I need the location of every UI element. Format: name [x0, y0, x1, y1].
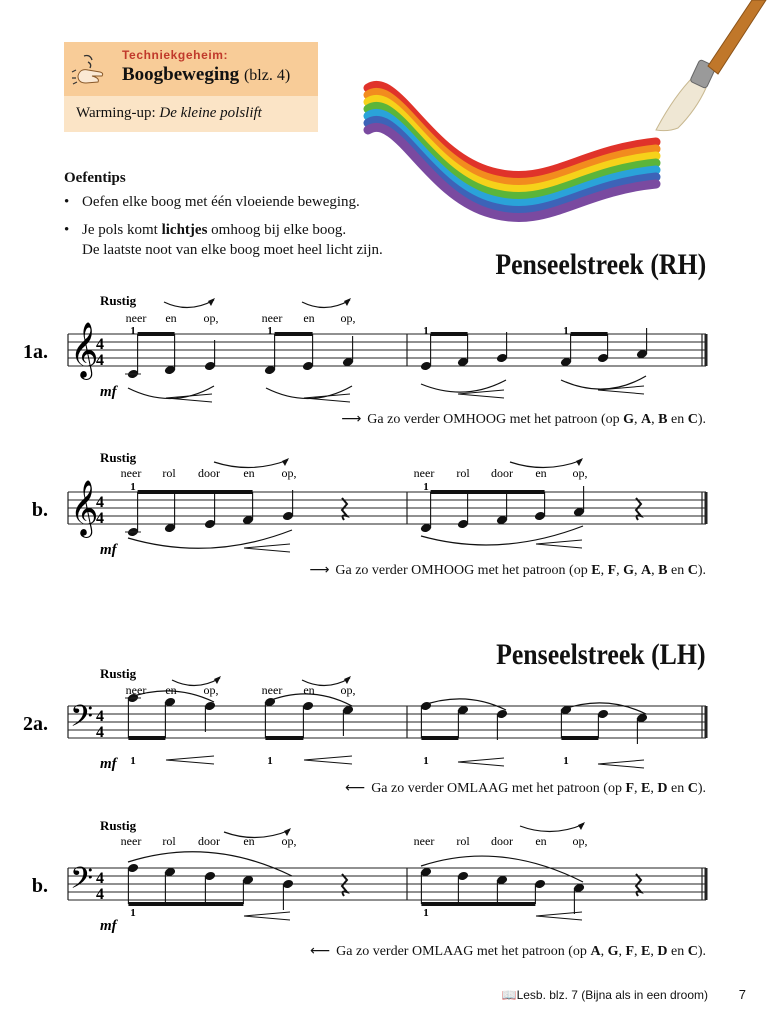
lyric-word: en — [303, 683, 315, 697]
instruction-1a: ⟶ Ga zo verder OMHOOG met het patroon (op G, A, B en C). — [341, 411, 706, 427]
dynamic-marking: mf — [100, 756, 117, 772]
technique-page-ref: (blz. 4) — [243, 67, 291, 84]
instruction-text: Ga zo verder OMHOOG met het patroon (op — [367, 412, 624, 427]
instruction-text-end: ). — [697, 944, 706, 959]
time-signature-bottom: 4 — [96, 352, 104, 369]
lyric-word: rol — [456, 466, 470, 480]
time-signature-bottom: 4 — [96, 886, 104, 903]
footer-reference — [502, 988, 708, 1002]
wrist-arrow — [302, 300, 350, 308]
technique-label: Techniekgeheim: — [122, 48, 229, 62]
lyric-word: rol — [162, 466, 176, 480]
lyric-word: en — [535, 466, 547, 480]
time-signature-top: 4 — [96, 870, 104, 887]
lyric-word: neer — [120, 834, 142, 848]
section-title-rh: Penseelstreek (RH) — [495, 248, 706, 281]
book-icon: 📖 — [501, 988, 517, 1002]
lyric-word: neer — [125, 683, 147, 697]
instruction-note: E — [591, 563, 601, 578]
arrow-right-icon: ⟶ — [341, 411, 362, 427]
lyric-word: door — [491, 834, 513, 848]
fingering-number: 1 — [563, 325, 569, 337]
fingering-number: 1 — [423, 907, 429, 919]
diminuendo — [598, 386, 644, 394]
instruction-text-end: ). — [697, 412, 706, 427]
instruction-note: E — [641, 944, 651, 959]
lyric-word: rol — [456, 834, 470, 848]
diminuendo — [244, 544, 290, 552]
lyric-word: neer — [120, 466, 142, 480]
technique-header — [64, 42, 318, 96]
tempo-marking: Rustig — [100, 818, 137, 833]
instruction-note: F — [607, 563, 617, 578]
diminuendo — [536, 540, 582, 548]
wrist-arrow — [164, 300, 214, 308]
wrist-arrow — [224, 830, 290, 838]
lyric-word: op, — [572, 834, 588, 848]
fingering-number: 1 — [423, 481, 429, 493]
wrist-arrowhead — [208, 298, 215, 306]
lyric-word: op, — [340, 683, 356, 697]
instruction-2b: ⟵ Ga zo verder OMLAAG met het patroon (op A, G, F, E, D en C). — [310, 943, 706, 959]
lyric-word: op, — [203, 311, 219, 325]
diminuendo — [458, 758, 504, 766]
quarter-rest — [342, 498, 347, 520]
tempo-marking: Rustig — [100, 666, 137, 681]
technique-title — [122, 64, 290, 86]
warmup-label: Warming-up: — [76, 105, 156, 121]
instruction-note: B — [658, 563, 668, 578]
exercise-1b-staff — [0, 450, 768, 560]
tip-text-2-post: omhoog bij elke boog. — [207, 222, 347, 238]
lyric-word: door — [491, 466, 513, 480]
diminuendo — [244, 912, 290, 920]
section-title-lh: Penseelstreek (LH) — [496, 638, 706, 671]
bullet: • — [64, 194, 70, 210]
instruction-note: C — [687, 563, 698, 578]
instruction-text: Ga zo verder OMLAAG met het patroon (op — [371, 781, 626, 796]
technique-box — [64, 42, 318, 132]
instruction-note: A — [590, 944, 601, 959]
time-signature-top: 4 — [96, 708, 104, 725]
exercise-2b-staff — [0, 818, 768, 933]
lyric-word: neer — [125, 311, 147, 325]
instruction-note: F — [625, 944, 635, 959]
instruction-note: A — [641, 412, 652, 427]
instruction-note: C — [687, 944, 698, 959]
lyric-word: neer — [413, 466, 435, 480]
time-signature-top: 4 — [96, 494, 104, 511]
rainbow-paintbrush-illustration — [356, 0, 768, 230]
lyric-word: neer — [261, 683, 283, 697]
fingering-number: 1 — [563, 755, 569, 767]
lyric-word: en — [165, 311, 177, 325]
tip-text-2-bold: lichtjes — [161, 222, 208, 238]
lyric-word: en — [243, 834, 255, 848]
instruction-note: D — [657, 781, 668, 796]
arrow-left-icon: ⟵ — [310, 943, 331, 959]
footer-text: Lesb. blz. 7 (Bijna als in een droom) — [516, 988, 708, 1002]
bass-clef-icon: 𝄢 — [70, 700, 94, 741]
instruction-text: Ga zo verder OMLAAG met het patroon (op — [336, 944, 591, 959]
technique-title-text: Boogbeweging — [122, 64, 240, 85]
treble-clef-icon: 𝄞 — [70, 322, 99, 378]
tip-text-2-pre: Je pols komt — [82, 222, 162, 238]
fingering-number: 1 — [130, 481, 136, 493]
treble-clef-icon: 𝄞 — [70, 480, 99, 536]
diminuendo — [458, 390, 504, 398]
exercise-2a-staff — [0, 666, 768, 781]
quarter-rest — [636, 498, 641, 520]
tempo-marking: Rustig — [100, 450, 137, 465]
paintbrush-icon — [656, 0, 766, 131]
exercise-number: b. — [31, 875, 48, 897]
wrist-arrowhead — [344, 298, 351, 306]
instruction-note: A — [641, 563, 652, 578]
lyric-word: en — [535, 834, 547, 848]
instruction-text-end: ). — [697, 563, 706, 578]
fingering-number: 1 — [130, 907, 136, 919]
wrist-arrowhead — [576, 458, 583, 466]
fingering-number: 1 — [130, 755, 136, 767]
quarter-rest — [636, 874, 641, 896]
bass-clef-icon: 𝄢 — [70, 862, 94, 903]
fingering-number: 1 — [267, 325, 273, 337]
diminuendo — [304, 756, 352, 764]
lyric-word: neer — [413, 834, 435, 848]
wrist-arrowhead — [282, 458, 289, 466]
instruction-2a: ⟵ Ga zo verder OMLAAG met het patroon (op F, E, D en C). — [345, 780, 706, 796]
warmup-name: De kleine polslift — [159, 105, 262, 121]
instruction-note: G — [607, 944, 619, 959]
lyric-word: op, — [203, 683, 219, 697]
lyric-word: door — [198, 466, 220, 480]
instruction-note: E — [641, 781, 651, 796]
dynamic-marking: mf — [100, 542, 117, 558]
instruction-note: F — [625, 781, 635, 796]
lyric-word: rol — [162, 834, 176, 848]
arrow-left-icon: ⟵ — [345, 780, 366, 796]
fingering-number: 1 — [423, 755, 429, 767]
arrow-right-icon: ⟶ — [309, 562, 330, 578]
instruction-note: C — [687, 412, 698, 427]
instruction-note: G — [623, 412, 635, 427]
instruction-1b: ⟶ Ga zo verder OMHOOG met het patroon (op E, F, G, A, B en C). — [309, 562, 706, 578]
dynamic-marking: mf — [100, 384, 117, 400]
instruction-note: G — [623, 563, 635, 578]
tip-text-2-line2: De laatste noot van elke boog moet heel licht zijn. — [82, 242, 383, 258]
bullet: • — [64, 222, 70, 238]
hand-icon — [70, 50, 112, 90]
fingering-number: 1 — [423, 325, 429, 337]
wrist-arrowhead — [578, 822, 585, 830]
warmup-line — [76, 105, 262, 122]
lyric-word: op, — [281, 834, 297, 848]
lyric-word: en — [165, 683, 177, 697]
page-number: 7 — [738, 987, 746, 1002]
tip-text-2 — [82, 220, 383, 260]
lyric-word: en — [243, 466, 255, 480]
time-signature-bottom: 4 — [96, 510, 104, 527]
lyric-word: door — [198, 834, 220, 848]
lyric-word: neer — [261, 311, 283, 325]
tips-heading: Oefentips — [64, 170, 126, 186]
exercise-number: 2a. — [23, 713, 48, 735]
slur — [128, 386, 214, 399]
diminuendo — [536, 912, 582, 920]
instruction-note: B — [658, 412, 668, 427]
exercise-number: b. — [31, 499, 48, 521]
exercise-1a-staff — [0, 290, 768, 410]
rainbow-stroke — [368, 85, 656, 217]
dynamic-marking: mf — [100, 918, 117, 934]
tempo-marking: Rustig — [100, 293, 137, 308]
slur — [266, 386, 352, 399]
diminuendo — [166, 756, 214, 764]
lyric-word: en — [303, 311, 315, 325]
exercise-number: 1a. — [23, 341, 48, 363]
lyric-word: op, — [572, 466, 588, 480]
diminuendo — [598, 760, 644, 768]
lyric-word: op, — [340, 311, 356, 325]
instruction-text-end: ). — [697, 781, 706, 796]
time-signature-top: 4 — [96, 336, 104, 353]
instruction-note: C — [687, 781, 698, 796]
fingering-number: 1 — [130, 325, 136, 337]
quarter-rest — [342, 874, 347, 896]
wrist-arrow — [520, 824, 584, 832]
instruction-text: Ga zo verder OMHOOG met het patroon (op — [335, 563, 592, 578]
instruction-note: D — [657, 944, 668, 959]
slur — [421, 380, 506, 392]
time-signature-bottom: 4 — [96, 724, 104, 741]
tip-text-1: Oefen elke boog met één vloeiende beweging. — [82, 194, 360, 210]
fingering-number: 1 — [267, 755, 273, 767]
lyric-word: op, — [281, 466, 297, 480]
